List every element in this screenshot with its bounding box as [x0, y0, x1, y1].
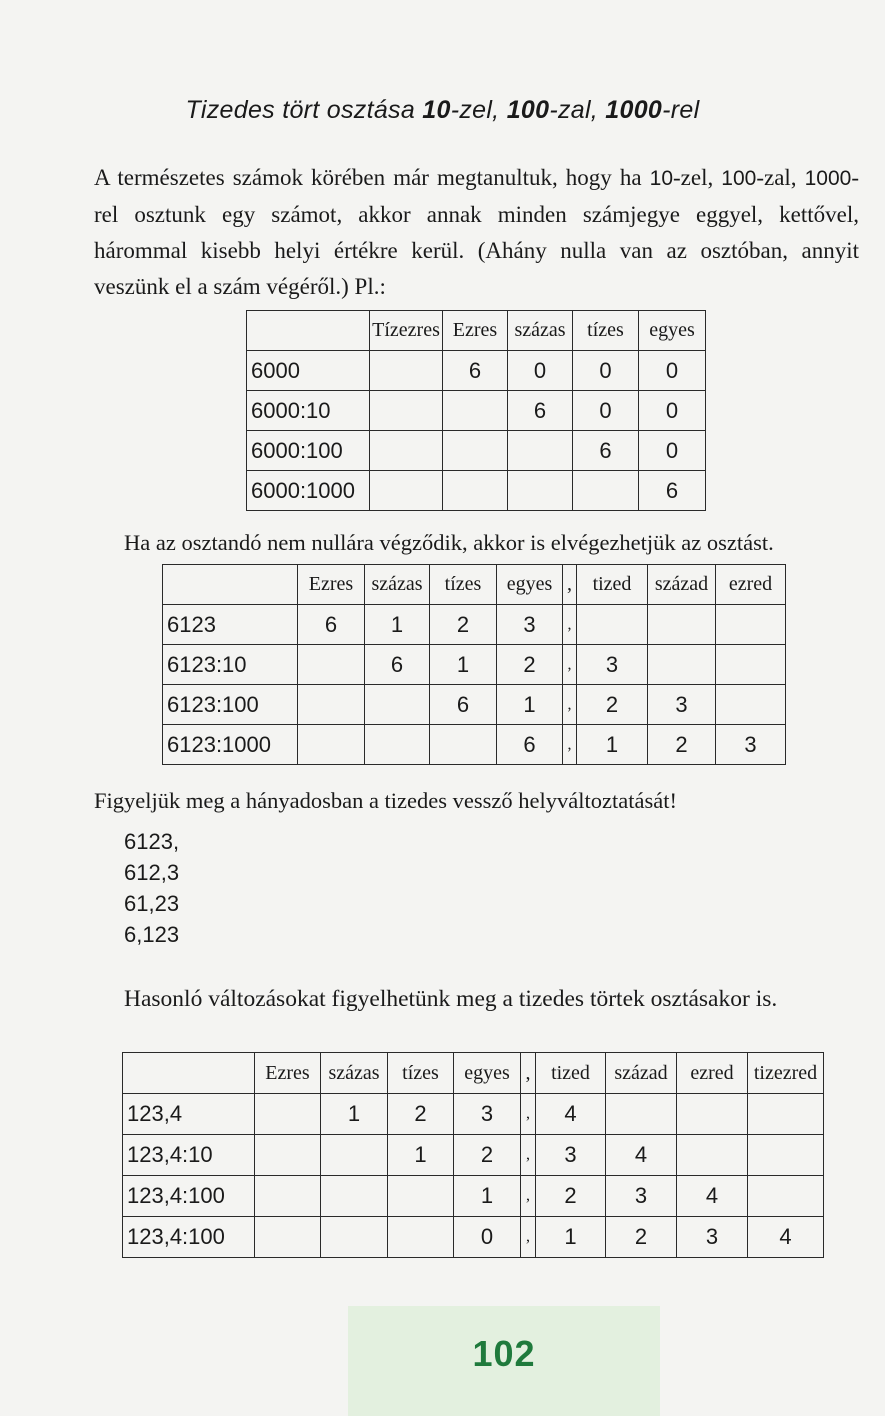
table-cell	[255, 1217, 321, 1258]
table-header-cell: tized	[577, 565, 648, 605]
row-label-cell: 123,4:100	[123, 1217, 255, 1258]
table-cell	[716, 605, 786, 645]
table-cell	[321, 1176, 388, 1217]
table-header-cell: tízes	[573, 311, 639, 351]
table-header-cell: egyes	[454, 1053, 521, 1094]
table-cell: 3	[454, 1094, 521, 1135]
table-cell	[573, 471, 639, 511]
table-header-cell: százas	[365, 565, 430, 605]
row-label-cell: 6123:100	[163, 685, 298, 725]
quotient-item: 61,23	[124, 891, 180, 916]
table-cell: ,	[563, 725, 577, 765]
title-number-100: 100	[506, 96, 550, 124]
table-cell: 0	[639, 391, 706, 431]
place-value-table-3	[122, 1052, 824, 1258]
table-cell: 0	[639, 351, 706, 391]
table-cell: 0	[573, 351, 639, 391]
table-row	[123, 1094, 824, 1135]
table-cell	[716, 685, 786, 725]
table-header-cell: tized	[536, 1053, 606, 1094]
table-row	[163, 645, 786, 685]
table-cell	[748, 1135, 824, 1176]
table-cell	[748, 1176, 824, 1217]
table-cell: ,	[521, 1094, 536, 1135]
table-cell: 0	[508, 351, 573, 391]
table-cell	[648, 645, 716, 685]
table-cell	[321, 1135, 388, 1176]
table-cell	[443, 431, 508, 471]
table-cell: 6	[365, 645, 430, 685]
table-cell: 1	[454, 1176, 521, 1217]
table-cell: 4	[677, 1176, 748, 1217]
table-header-cell: egyes	[497, 565, 563, 605]
title-suffix-rel: -rel	[662, 96, 700, 124]
table-cell	[370, 351, 443, 391]
table-header-cell: tízes	[430, 565, 497, 605]
title-suffix-zel: -zel,	[450, 96, 507, 124]
table-cell: 1	[577, 725, 648, 765]
table-cell	[388, 1217, 454, 1258]
table-cell: 2	[536, 1176, 606, 1217]
table-header-cell: egyes	[639, 311, 706, 351]
table-cell: 3	[497, 605, 563, 645]
table-header-cell	[123, 1053, 255, 1094]
table-cell: ,	[521, 1217, 536, 1258]
table-cell	[298, 645, 365, 685]
table-cell: 3	[606, 1176, 677, 1217]
table-cell: ,	[563, 645, 577, 685]
table-header-cell: század	[606, 1053, 677, 1094]
table-row	[247, 351, 706, 391]
intro-text-4: -rel osztunk egy számot, akkor annak minden számjegye eggyel, kettővel, hárommal kisebb helyi értékre kerül. (Ahány nulla van az osztóban, annyit veszünk el a szám végéről.) Pl.:	[94, 165, 859, 299]
table-cell	[370, 431, 443, 471]
page-title	[0, 96, 885, 125]
table-cell: ,	[563, 685, 577, 725]
quotient-list	[124, 826, 179, 950]
table-header-cell: tizezred	[748, 1053, 824, 1094]
table-cell	[677, 1094, 748, 1135]
table-cell: 3	[536, 1135, 606, 1176]
table-cell: 3	[577, 645, 648, 685]
table-header-cell: Ezres	[443, 311, 508, 351]
table-header-cell: ,	[563, 565, 577, 605]
row-label-cell: 123,4:10	[123, 1135, 255, 1176]
table-cell: 0	[573, 391, 639, 431]
table-cell: 4	[606, 1135, 677, 1176]
row-label-cell: 6000:10	[247, 391, 370, 431]
table-cell: 6	[639, 471, 706, 511]
table-cell: 3	[716, 725, 786, 765]
table-cell: 2	[388, 1094, 454, 1135]
table-header-row	[247, 311, 706, 351]
table-row	[247, 391, 706, 431]
table-cell	[370, 391, 443, 431]
table-cell: 3	[648, 685, 716, 725]
table-cell: 1	[430, 645, 497, 685]
table-cell: 1	[536, 1217, 606, 1258]
table-cell	[255, 1135, 321, 1176]
table-cell: 2	[497, 645, 563, 685]
text-observe-comma: Figyeljük meg a hányadosban a tizedes vessző helyváltoztatását!	[94, 788, 677, 813]
table-header-cell: százas	[321, 1053, 388, 1094]
table-cell	[443, 391, 508, 431]
place-value-table-2	[162, 564, 786, 765]
table-header-cell: Ezres	[298, 565, 365, 605]
page-number: 102	[472, 1333, 536, 1374]
table-cell: 4	[748, 1217, 824, 1258]
title-suffix-zal: -zal,	[549, 96, 606, 124]
row-label-cell: 6123:10	[163, 645, 298, 685]
table-cell: 6	[497, 725, 563, 765]
table-cell: 0	[639, 431, 706, 471]
table-cell: ,	[563, 605, 577, 645]
intro-number-2: 100	[721, 167, 757, 190]
text-nonzero-ending: Ha az osztandó nem nullára végződik, akkor is elvégezhetjük az osztást.	[124, 530, 774, 555]
table-cell: 6	[430, 685, 497, 725]
table-row	[163, 725, 786, 765]
table-header-cell	[247, 311, 370, 351]
table-row	[123, 1176, 824, 1217]
place-value-table-1	[246, 310, 706, 511]
row-label-cell: 6123:1000	[163, 725, 298, 765]
table-header-cell: ezred	[677, 1053, 748, 1094]
table-row	[123, 1135, 824, 1176]
table-cell	[255, 1094, 321, 1135]
intro-number-1: 10	[649, 167, 673, 190]
table-cell	[748, 1094, 824, 1135]
table-cell: 6	[508, 391, 573, 431]
table-row	[247, 431, 706, 471]
row-label-cell: 123,4	[123, 1094, 255, 1135]
table-row	[163, 685, 786, 725]
table-cell: ,	[521, 1176, 536, 1217]
table-cell	[716, 645, 786, 685]
table-cell: 0	[454, 1217, 521, 1258]
row-label-cell: 6000	[247, 351, 370, 391]
table-cell	[298, 685, 365, 725]
table-cell: 2	[454, 1135, 521, 1176]
quotient-item: 6123,	[124, 829, 180, 854]
table-cell: ,	[521, 1135, 536, 1176]
table-header-cell: százas	[508, 311, 573, 351]
table-cell	[430, 725, 497, 765]
table-cell	[370, 471, 443, 511]
intro-paragraph	[94, 160, 859, 305]
table-row	[163, 605, 786, 645]
table-cell: 1	[388, 1135, 454, 1176]
title-text: Tizedes tört osztása	[185, 96, 423, 124]
table-header-cell: század	[648, 565, 716, 605]
table-cell: 6	[443, 351, 508, 391]
table-row	[123, 1217, 824, 1258]
table-header-cell: ezred	[716, 565, 786, 605]
table-cell: 2	[577, 685, 648, 725]
table-cell: 2	[648, 725, 716, 765]
table-header-row	[163, 565, 786, 605]
table-header-cell: ,	[521, 1053, 536, 1094]
table-header-cell: Ezres	[255, 1053, 321, 1094]
row-label-cell: 6123	[163, 605, 298, 645]
quotient-item: 6,123	[124, 922, 180, 947]
text-decimal-division: Hasonló változásokat figyelhetünk meg a tizedes törtek osztásakor is.	[124, 986, 778, 1012]
table-cell	[577, 605, 648, 645]
title-number-10: 10	[422, 96, 451, 124]
table-cell	[365, 685, 430, 725]
table-cell	[255, 1176, 321, 1217]
table-cell	[443, 471, 508, 511]
table-cell	[321, 1217, 388, 1258]
table-cell	[298, 725, 365, 765]
title-number-1000: 1000	[605, 96, 663, 124]
table-cell	[606, 1094, 677, 1135]
table-cell	[508, 431, 573, 471]
row-label-cell: 6000:1000	[247, 471, 370, 511]
table-cell: 1	[321, 1094, 388, 1135]
table-cell: 1	[497, 685, 563, 725]
table-cell	[648, 605, 716, 645]
intro-text-2: -zel,	[673, 165, 722, 190]
table-cell	[388, 1176, 454, 1217]
table-cell	[677, 1135, 748, 1176]
row-label-cell: 6000:100	[247, 431, 370, 471]
table-cell: 2	[430, 605, 497, 645]
intro-text-1: A természetes számok körében már megtanultuk, hogy ha	[94, 165, 650, 190]
table-cell: 4	[536, 1094, 606, 1135]
quotient-item: 612,3	[124, 860, 180, 885]
table-cell: 1	[365, 605, 430, 645]
intro-text-3: -zal,	[756, 165, 805, 190]
table-header-row	[123, 1053, 824, 1094]
intro-number-3: 1000	[804, 167, 852, 190]
table-cell: 6	[298, 605, 365, 645]
table-header-cell	[163, 565, 298, 605]
table-header-cell: Tízezres	[370, 311, 443, 351]
table-cell	[508, 471, 573, 511]
table-cell: 6	[573, 431, 639, 471]
table-cell: 2	[606, 1217, 677, 1258]
row-label-cell: 123,4:100	[123, 1176, 255, 1217]
table-cell: 3	[677, 1217, 748, 1258]
table-row	[247, 471, 706, 511]
table-cell	[365, 725, 430, 765]
table-header-cell: tízes	[388, 1053, 454, 1094]
